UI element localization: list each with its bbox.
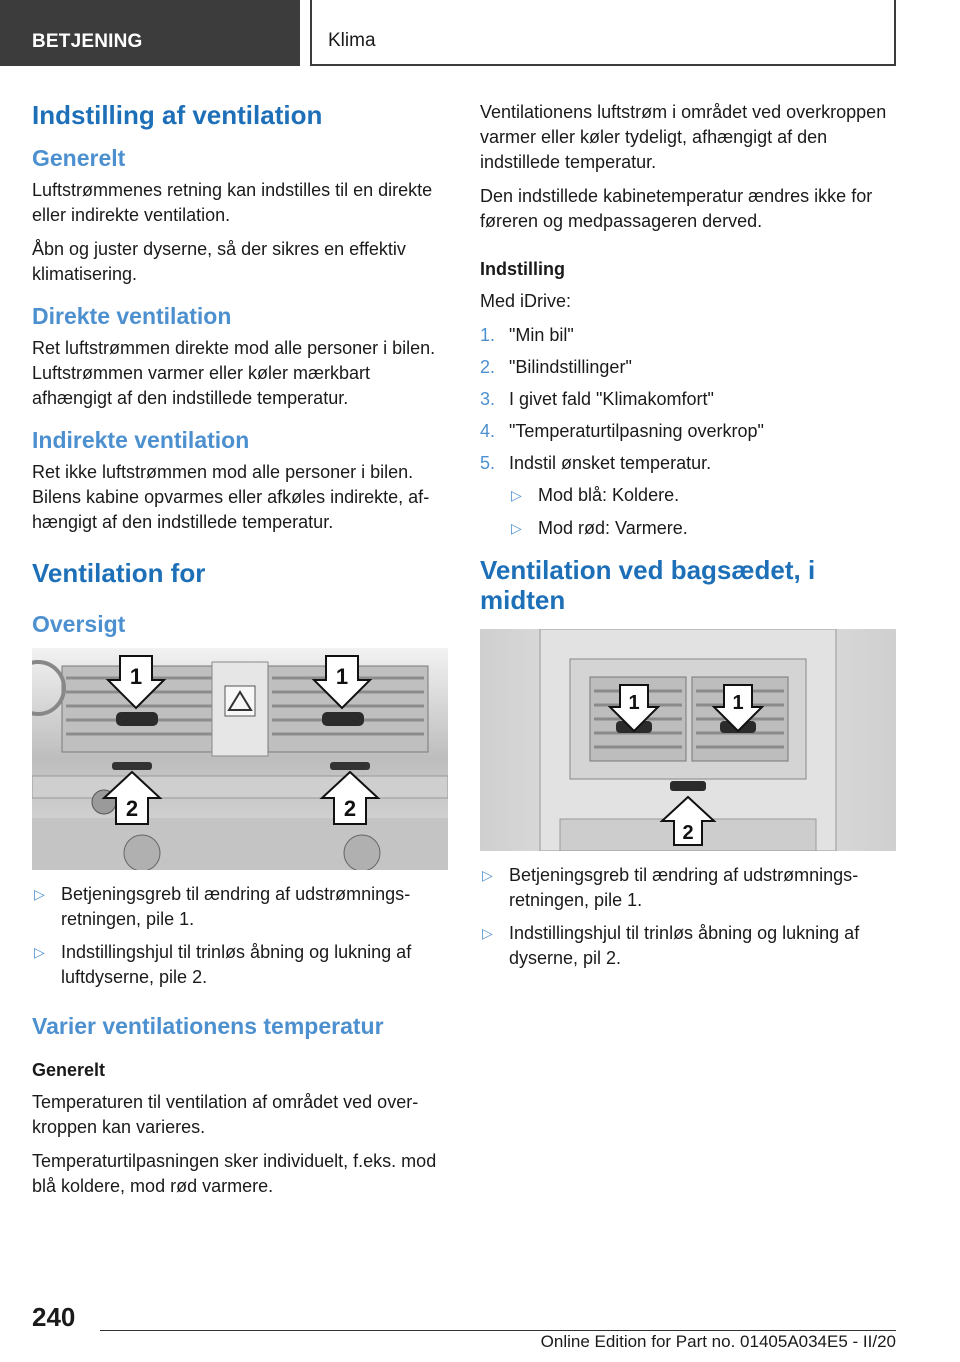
rear-vents-legend	[480, 863, 896, 971]
footer-divider	[100, 1330, 896, 1331]
paragraph-general-1: Luftstrømmenes retning kan indstilles til en direkte eller indirekte ventilation.	[32, 180, 433, 225]
paragraph-indirect: Ret ikke luftstrømmen mod alle personer i bilen. Bilens kabine opvarmes eller afkøles indirekte, afhængigt af den indstillede temperatur.	[32, 462, 430, 532]
left-column	[32, 100, 448, 1208]
list-item: ▷ Betjeningsgreb til ændring af udstrømningsretningen, pile 1.	[482, 865, 859, 910]
svg-text:1: 1	[129, 664, 143, 689]
triangle-bullet-icon: ▷	[511, 520, 522, 536]
rear-vents-figure	[480, 629, 896, 851]
step-item: 1. "Min bil"	[480, 325, 574, 345]
heading-indirect-ventilation: Indirekte ventilation	[32, 427, 250, 453]
svg-text:1: 1	[628, 692, 640, 714]
heading-setting: Indstilling	[480, 259, 565, 279]
chapter-tab: Klima	[310, 0, 896, 66]
paragraph-general-2: Åbn og juster dyserne, så der sikres en effektiv klimatisering.	[32, 239, 406, 284]
svg-text:1: 1	[335, 664, 349, 689]
page-number: 240	[32, 1302, 76, 1332]
heading-rear-ventilation: Ventilation ved bagsædet, i midten	[480, 555, 816, 615]
paragraph-cabin-temp: Den indstillede kabinetemperatur ændres ikke for føreren og medpassageren derved.	[480, 186, 873, 231]
svg-text:1: 1	[732, 692, 744, 714]
edition-note: Online Edition for Part no. 01405A034E5 - II/20	[540, 1332, 896, 1351]
front-vents-illustration	[32, 648, 448, 870]
front-vents-legend	[32, 882, 448, 990]
page-footer	[0, 1290, 960, 1362]
paragraph-temp-1: Temperaturen til ventilation af området ved overkroppen kan varieres.	[32, 1092, 419, 1137]
paragraph-idrive: Med iDrive:	[480, 291, 572, 311]
list-item: ▷ Mod blå: Koldere.	[509, 483, 896, 508]
heading-vary-temperature: Varier ventilationens temperatur	[32, 1013, 384, 1039]
temperature-options	[509, 483, 896, 541]
triangle-bullet-icon: ▷	[34, 886, 45, 902]
step-item: 3. I givet fald "Klimakomfort"	[480, 389, 714, 409]
triangle-bullet-icon: ▷	[511, 487, 522, 503]
paragraph-temp-2: Temperaturtilpasningen sker individuelt, f.eks. mod blå koldere, mod rød varmere.	[32, 1151, 437, 1196]
svg-text:2: 2	[125, 796, 139, 821]
idrive-steps	[480, 323, 896, 476]
right-column	[480, 100, 896, 979]
front-vents-figure	[32, 648, 448, 870]
heading-overview: Oversigt	[32, 611, 126, 637]
paragraph-direct: Ret luftstrømmen direkte mod alle personer i bilen. Luftstrømmen varmer eller køler mærkbart afhængigt af den indstillede temperatur.	[32, 338, 436, 408]
list-item: ▷ Indstillingshjul til trinløs åbning og lukning af dyserne, pil 2.	[482, 923, 860, 968]
list-item: ▷ Betjeningsgreb til ændring af udstrømningsretningen, pile 1.	[34, 884, 411, 929]
triangle-bullet-icon: ▷	[482, 925, 493, 941]
list-item: ▷ Indstillingshjul til trinløs åbning og lukning af luftdyserne, pile 2.	[34, 942, 412, 987]
heading-ventilation-setting: Indstilling af ventilation	[32, 100, 323, 130]
svg-text:2: 2	[682, 822, 694, 844]
step-item: 2. "Bilindstillinger"	[480, 357, 632, 377]
step-item: 4. "Temperaturtilpasning overkrop"	[480, 421, 764, 441]
heading-front-ventilation: Ventilation for	[32, 558, 206, 588]
list-item: ▷ Mod rød: Varmere.	[509, 516, 896, 541]
paragraph-airflow: Ventilationens luftstrøm i området ved overkroppen varmer eller køler tydeligt, afhængigt af den indstillede temperatur.	[480, 102, 887, 172]
heading-general-small: Generelt	[32, 1060, 106, 1080]
rear-vents-illustration	[480, 629, 896, 851]
triangle-bullet-icon: ▷	[482, 867, 493, 883]
heading-direct-ventilation: Direkte ventilation	[32, 303, 232, 329]
svg-text:2: 2	[343, 796, 357, 821]
step-item: 5. Indstil ønsket temperatur.	[480, 453, 712, 473]
heading-general: Generelt	[32, 145, 126, 171]
section-tab: BETJENING	[0, 0, 300, 66]
page-header	[0, 0, 960, 66]
triangle-bullet-icon: ▷	[34, 944, 45, 960]
